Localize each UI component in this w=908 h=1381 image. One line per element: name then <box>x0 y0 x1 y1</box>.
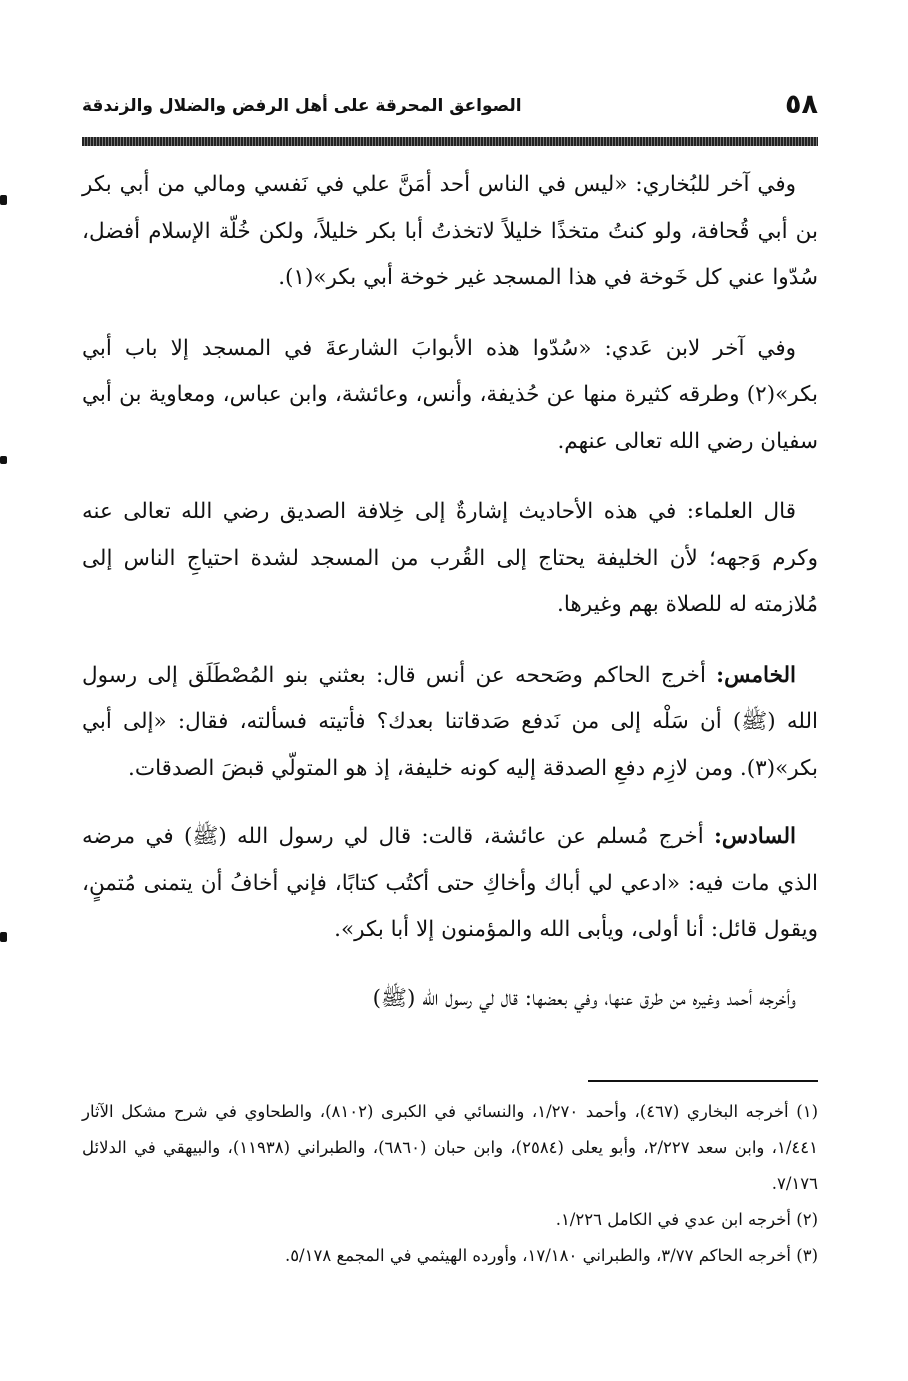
footnote-rule <box>588 1080 818 1082</box>
running-title: الصواعق المحرقة على أهل الرفض والضلال والزندقة <box>82 96 522 116</box>
paragraph-text: وفي آخر لابن عَدي: «سُدّوا هذه الأبوابَ الشارعةَ في المسجد إلا باب أبي بكر»(٢) وطرقه كثيرة منها عن حُذيفة، وأنس، وعائشة، وابن عباس، ومعاوية بن أبي سفيان رضي الله تعالى عنهم. <box>82 335 818 454</box>
paragraph-text: وأخرجه أحمد وغيره من طرق عنها، وفي بعضها: قال لي رسول الله (ﷺ) <box>372 985 796 1011</box>
paragraph-text: أخرج الحاكم وصَححه عن أنس قال: بعثني بنو المُصْطَلَق إلى رسول الله (ﷺ) أن سَلْه إلى من نَدفع صَدقاتنا بعدك؟ فأتيته فسألته، فقال: «إلى أبي بكر»(٣). ومن لازِم دفعِ الصدقة إليه كونه خليفة، إذ هو المتولّي قبضَ الصدقات. <box>82 662 818 781</box>
page-number: ٥٨ <box>785 89 818 120</box>
paragraph-text: قال العلماء: في هذه الأحاديث إشارةٌ إلى خِلافة الصديق رضي الله تعالى عنه وكرم وَجهه؛ لأن الخليفة يحتاج إلى القُرب من المسجد لشدة احتياجِ الناس إلى مُلازمته له للصلاة بهم وغيرها. <box>82 499 818 617</box>
paragraph-lead: الخامس: <box>716 662 796 688</box>
footnotes <box>82 1094 818 1274</box>
paragraph <box>82 326 818 466</box>
scan-margin-mark <box>0 932 7 942</box>
body-text <box>82 162 818 1046</box>
paragraph <box>82 814 818 954</box>
paragraph-lead: السادس: <box>713 824 796 849</box>
paragraph <box>82 653 818 793</box>
scan-margin-mark <box>0 195 7 205</box>
paragraph-text: وفي آخر للبُخاري: «ليس في الناس أحد أمَنَّ علي في نَفسي ومالي من أبي بكر بن أبي قُحافة، ولو كنتُ متخذًا خليلاً لاتخذتُ أبا بكر خليلاً، ولكن خُلّة الإسلام أفضل، سُدّوا عني كل خَوخة في هذا المسجد غير خوخة أبي بكر»(١). <box>82 172 818 290</box>
footnote-item: (٢) أخرجه ابن عدي في الكامل ١/٢٢٦. <box>555 1210 818 1229</box>
paragraph <box>82 162 818 302</box>
scan-margin-mark <box>0 456 7 464</box>
paragraph <box>82 976 818 1023</box>
footnote-item: (٣) أخرجه الحاكم ٣/٧٧، والطبراني ١٧/١٨٠، وأورده الهيثمي في المجمع ٥/١٧٨. <box>284 1246 818 1265</box>
paragraph-text: أخرج مُسلم عن عائشة، قالت: قال لي رسول الله (ﷺ) في مرضه الذي مات فيه: «ادعي لي أباك وأخاكِ حتى أكتُب كتابًا، فإني أخافُ أن يتمنى مُتمنٍ، ويقول قائل: أنا أولى، ويأبى الله والمؤمنون إلا أبا بكر». <box>82 824 818 942</box>
header-rule <box>82 137 818 146</box>
paragraph <box>82 489 818 629</box>
page-header <box>82 88 818 128</box>
footnote-item: (١) أخرجه البخاري (٤٦٧)، وأحمد ١/٢٧٠، والنسائي في الكبرى (٨١٠٢)، والطحاوي في شرح مشكل الآثار ١/٤٤١، وابن سعد ٢/٢٢٧، وأبو يعلى (٢٥٨٤)، وابن حبان (٦٨٦٠)، والطبراني (١١٩٣٨)، والبيهقي في الدلائل ٧/١٧٦. <box>82 1102 819 1193</box>
